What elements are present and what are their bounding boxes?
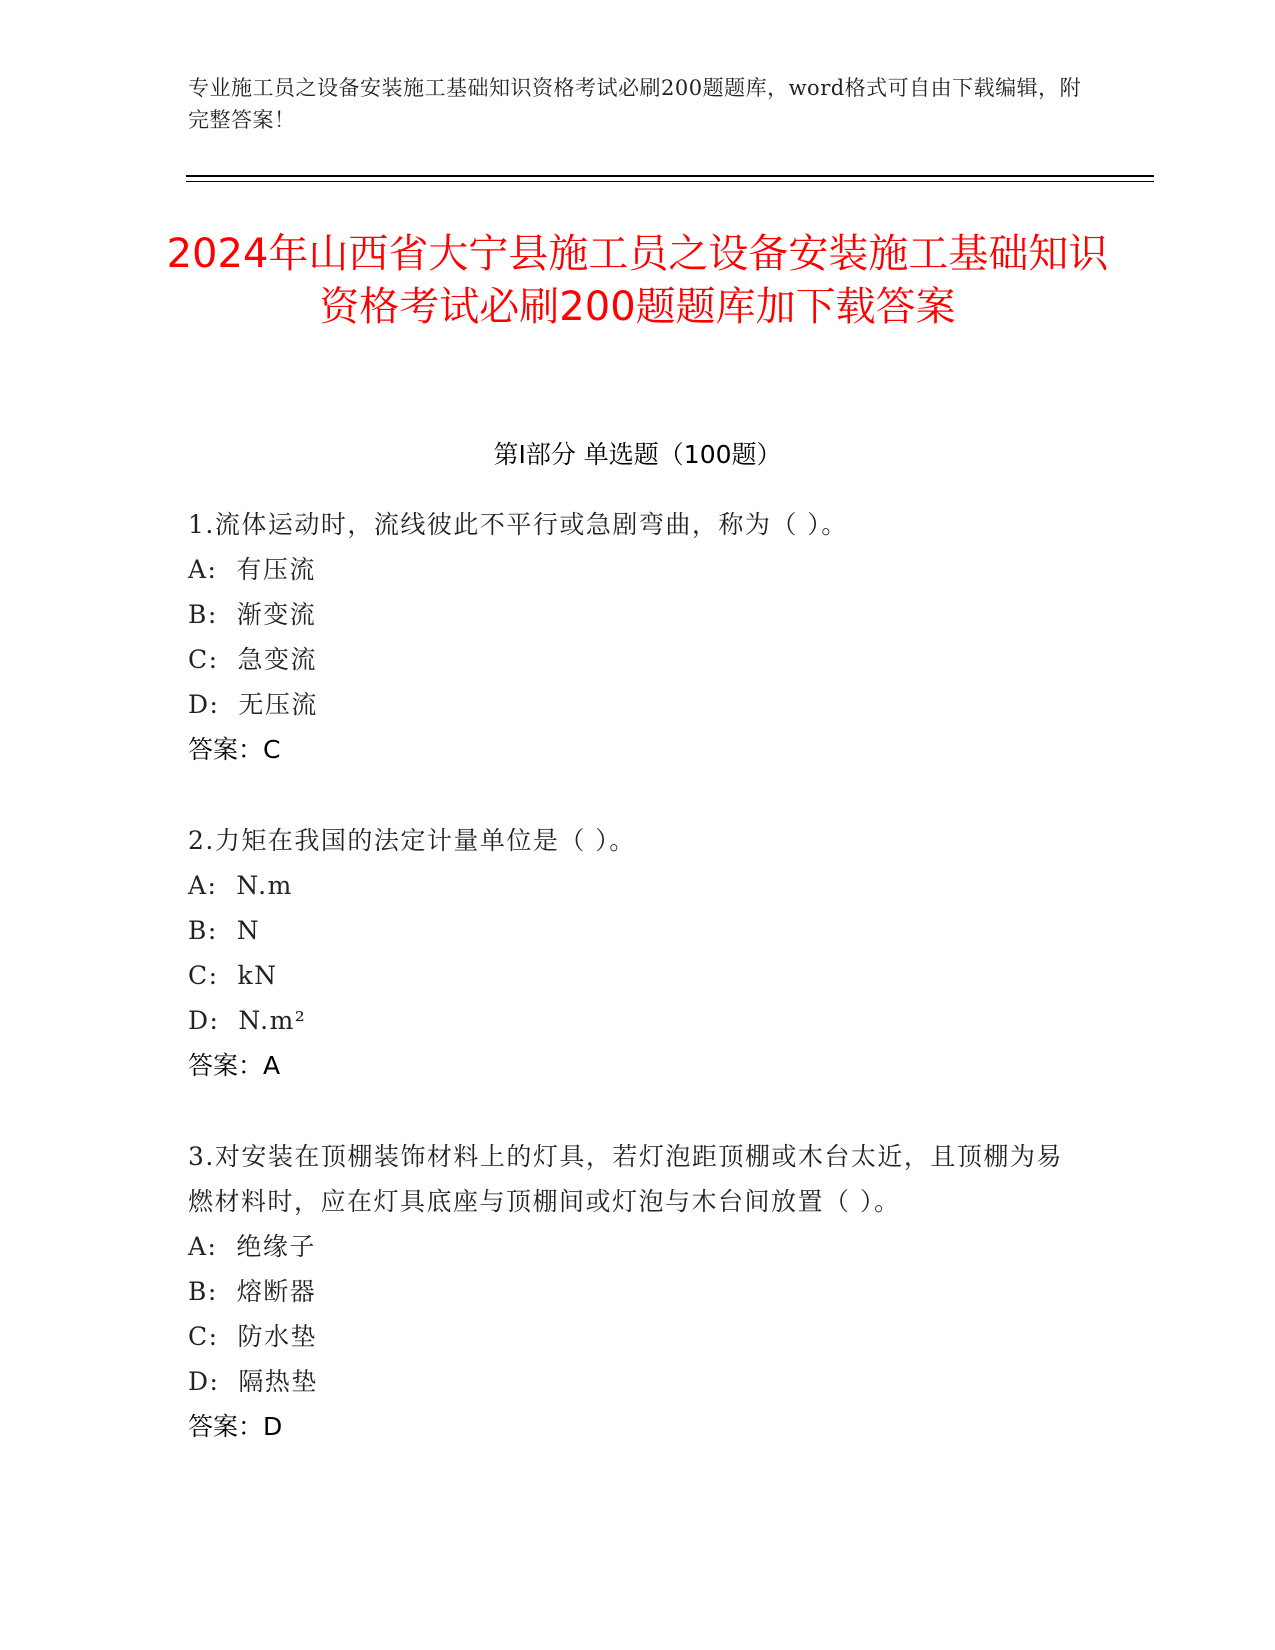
question-stem: 3.对安装在顶棚装饰材料上的灯具，若灯泡距顶棚或木台太近，且顶棚为易燃材料时，应在灯具底座与顶棚间或灯泡与木台间放置（ ）。 xyxy=(188,1142,1063,1216)
question-stem: 1.流体运动时，流线彼此不平行或急剧弯曲，称为（ ）。 xyxy=(188,510,848,539)
document-title: 2024年山西省大宁县施工员之设备安装施工基础知识资格考试必刷200题题库加下载答案 xyxy=(166,231,1109,330)
option-c: C: kN xyxy=(188,961,278,990)
option-d: D: 隔热垫 xyxy=(188,1367,318,1396)
option-b: B: 渐变流 xyxy=(188,600,317,629)
option-d: D: 无压流 xyxy=(188,690,318,719)
header-rule-thin xyxy=(186,181,1154,182)
option-b: B: 熔断器 xyxy=(188,1277,317,1306)
question-3 xyxy=(188,1134,1088,1449)
option-c: C: 防水垫 xyxy=(188,1322,317,1351)
section-heading: 第I部分 单选题（100题） xyxy=(493,440,782,469)
answer-line: 答案：A xyxy=(188,1051,281,1080)
question-stem: 2.力矩在我国的法定计量单位是（ ）。 xyxy=(188,826,636,855)
option-a: A: 有压流 xyxy=(188,555,316,584)
option-c: C: 急变流 xyxy=(188,645,317,674)
header-rule-thick xyxy=(186,175,1154,177)
question-2 xyxy=(188,818,1088,1088)
question-1 xyxy=(188,502,1088,772)
option-d: D: N.m² xyxy=(188,1006,307,1035)
header-note: 专业施工员之设备安装施工基础知识资格考试必刷200题题库，word格式可自由下载编辑，附完整答案！ xyxy=(188,76,1082,132)
answer-line: 答案：D xyxy=(188,1412,283,1441)
option-b: B: N xyxy=(188,916,261,945)
answer-line: 答案：C xyxy=(188,735,281,764)
option-a: A: N.m xyxy=(188,871,293,900)
option-a: A: 绝缘子 xyxy=(188,1232,316,1261)
